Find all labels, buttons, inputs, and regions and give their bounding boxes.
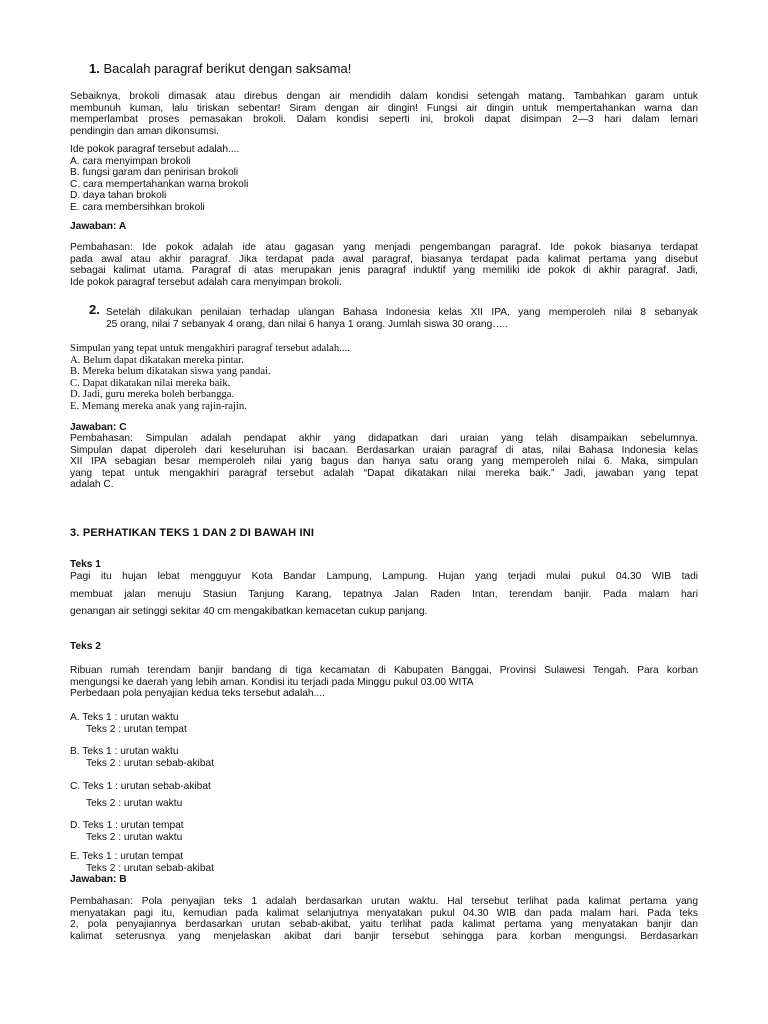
q1-option-a: A. cara menyimpan brokoli bbox=[70, 155, 191, 167]
q3-explanation-line: menyatakan pagi itu, kemudian pada kalimat selanjutnya menyatakan pukul 04.30 WIB dan pada malam hari. Pada teks bbox=[70, 907, 698, 919]
q1-number: 1. bbox=[89, 61, 100, 76]
q1-option-c: C. cara mempertahankan warna brokoli bbox=[70, 178, 249, 190]
q1-explanation-line: Pembahasan: Ide pokok adalah ide atau gagasan yang menjadi pengembangan paragraf. Ide pokok biasanya terdapat bbox=[70, 242, 698, 253]
q3-option-e-line1: E. Teks 1 : urutan tempat bbox=[70, 851, 184, 862]
q3-option-d bbox=[70, 820, 184, 843]
q2-question: Simpulan yang tepat untuk mengakhiri paragraf tersebut adalah.... bbox=[70, 343, 350, 354]
q3-option-c bbox=[70, 781, 211, 809]
q2-explanation-line: adalah C. bbox=[70, 479, 114, 491]
q2-option-e: E. Memang mereka anak yang rajin-rajin. bbox=[70, 400, 247, 412]
q1-option-d: D. daya tahan brokoli bbox=[70, 190, 167, 202]
q2-answer: Jawaban: C bbox=[70, 422, 127, 433]
q3-option-d-line2: Teks 2 : urutan waktu bbox=[86, 831, 183, 843]
q1-paragraph-line: pendingin dan aman dikonsumsi. bbox=[70, 125, 219, 137]
q1-explanation bbox=[70, 242, 698, 288]
q1-title: Bacalah paragraf berikut dengan saksama! bbox=[103, 61, 352, 76]
q2-explanation-line: Pembahasan: Simpulan adalah pendapat akhir yang didapatkan dari uraian yang telah disampaikan sebelumnya. bbox=[70, 433, 698, 444]
q3-teks1-line: membuat jalan menuju Stasiun Tanjung Karang, tepatnya Jalan Raden Intan, terendam banjir. Pada malam hari bbox=[70, 588, 698, 600]
q2-explanation bbox=[70, 433, 698, 491]
q1-heading bbox=[89, 61, 351, 76]
q2-stem-line: 25 orang, nilai 7 sebanyak 4 orang, dan nilai 6 hanya 1 orang. Jumlah siswa 30 orang….. bbox=[106, 318, 509, 330]
q2-option-a: A. Belum dapat dikatakan mereka pintar. bbox=[70, 354, 244, 366]
q1-explanation-line: pada awal atau akhir paragraf. Jika terdapat pada awal paragraf, biasanya terdapat pada kalimat pertama yang disebut bbox=[70, 253, 698, 265]
q3-teks1-line: genangan air setinggi sekitar 40 cm mengakibatkan kemacetan cukup panjang. bbox=[70, 606, 428, 617]
q3-explanation bbox=[70, 896, 698, 942]
q3-explanation-line: Pembahasan: Pola penyajian teks 1 adalah berdasarkan urutan waktu. Hal tersebut terlihat pada kalimat pertama yang bbox=[70, 896, 698, 907]
q3-teks2 bbox=[70, 665, 698, 700]
q2-option-b: B. Mereka belum dikatakan siswa yang pandai. bbox=[70, 366, 271, 378]
q3-option-d-line1: D. Teks 1 : urutan tempat bbox=[70, 820, 184, 831]
q1-explanation-line: sebagai kalimat utama. Paragraf di atas merupakan jenis paragraf induktif yang memiliki ide pokok di akhir paragraf. Jadi, bbox=[70, 265, 698, 277]
q3-explanation-line: kalimat seterusnya yang menjelaskan akibat dari banjir tersebut sehingga para korban mengungsi. Berdasarkan bbox=[70, 930, 698, 942]
q2-stem-line: Setelah dilakukan penilaian terhadap ulangan Bahasa Indonesia kelas XII IPA, yang memperoleh nilai 8 sebanyak bbox=[106, 307, 698, 318]
q3-teks1-label: Teks 1 bbox=[70, 559, 101, 570]
q3-teks2-line: mengungsi ke daerah yang lebih aman. Kondisi itu terjadi pada Minggu pukul 03.00 WITA bbox=[70, 676, 474, 688]
q3-teks2-label: Teks 2 bbox=[70, 641, 101, 652]
q3-option-e bbox=[70, 851, 214, 874]
q1-paragraph-line: memperlambat proses pemasakan brokoli. Dalam kondisi seperti ini, brokoli dapat disimpan 2—3 hari dalam lemari bbox=[70, 114, 698, 126]
q3-teks2-line: Ribuan rumah terendam banjir bandang di tiga kecamatan di Kabupaten Banggai, Provinsi Sulawesi Tengah. Para korban bbox=[70, 665, 698, 676]
q3-teks1-line: Pagi itu hujan lebat mengguyur Kota Bandar Lampung, Lampung. Hujan yang terjadi mulai pukul 04.30 WIB tadi bbox=[70, 571, 698, 582]
q3-option-a bbox=[70, 712, 187, 735]
q2-explanation-line: yang tepat untuk mengakhiri paragraf tersebut adalah “Dapat dikatakan nilai mereka baik.” Jadi, jawaban yang tepat bbox=[70, 467, 698, 479]
q3-option-b-line2: Teks 2 : urutan sebab-akibat bbox=[86, 757, 214, 769]
q2-explanation-line: XII IPA sebagian besar memperoleh nilai yang bagus dan hanya satu orang yang memperoleh nilai 6. Maka, simpulan bbox=[70, 456, 698, 468]
q1-question: Ide pokok paragraf tersebut adalah.... bbox=[70, 144, 240, 155]
q1-option-b: B. fungsi garam dan penirisan brokoli bbox=[70, 167, 239, 179]
q3-explanation-line: 2, pola penyajiannya berdasarkan urutan sebab-akibat, yaitu terlihat pada kalimat pertama yang menyatakan banjir dan bbox=[70, 919, 698, 931]
q3-question: Perbedaan pola penyajian kedua teks tersebut adalah.... bbox=[70, 688, 325, 700]
q1-question-block bbox=[70, 144, 248, 214]
q2-explanation-line: Simpulan dapat diperoleh dari keseluruhan isi bacaan. Berdasarkan uraian paragraf di atas, nilai Bahasa Indonesia kelas bbox=[70, 444, 698, 456]
q3-heading: 3. PERHATIKAN TEKS 1 DAN 2 DI BAWAH INI bbox=[70, 527, 315, 539]
q3-answer: Jawaban: B bbox=[70, 874, 127, 885]
q3-option-a-line2: Teks 2 : urutan tempat bbox=[86, 723, 187, 735]
q3-teks1 bbox=[70, 568, 698, 621]
q2-option-d: D. Jadi, guru mereka boleh berbangga. bbox=[70, 389, 235, 401]
q3-option-b-line1: B. Teks 1 : urutan waktu bbox=[70, 746, 179, 757]
q2-option-c: C. Dapat dikatakan nilai mereka baik. bbox=[70, 377, 231, 389]
q1-option-e: E. cara membersihkan brokoli bbox=[70, 201, 205, 213]
q3-option-c-line1: C. Teks 1 : urutan sebab-akibat bbox=[70, 781, 211, 792]
q2-number: 2. bbox=[89, 302, 100, 317]
q3-option-b bbox=[70, 746, 214, 769]
q3-option-a-line1: A. Teks 1 : urutan waktu bbox=[70, 712, 179, 723]
q1-paragraph-line: Sebaiknya, brokoli dimasak atau direbus dengan air mendidih dalam kondisi setengah matang. Tambahkan garam untuk bbox=[70, 91, 698, 102]
q1-answer: Jawaban: A bbox=[70, 221, 127, 232]
q1-paragraph-line: membunuh kuman, lalu tiriskan sebentar! Siram dengan air dingin! Fungsi air dingin untuk mempertahankan warna dan bbox=[70, 102, 698, 114]
q3-option-c-line2: Teks 2 : urutan waktu bbox=[86, 797, 183, 809]
q2-stem bbox=[106, 307, 698, 330]
q2-question-block bbox=[70, 343, 350, 413]
q1-explanation-line: Ide pokok paragraf tersebut adalah cara menyimpan brokoli. bbox=[70, 276, 342, 288]
q3-option-e-line2: Teks 2 : urutan sebab-akibat bbox=[86, 862, 214, 874]
q1-paragraph bbox=[70, 91, 698, 137]
